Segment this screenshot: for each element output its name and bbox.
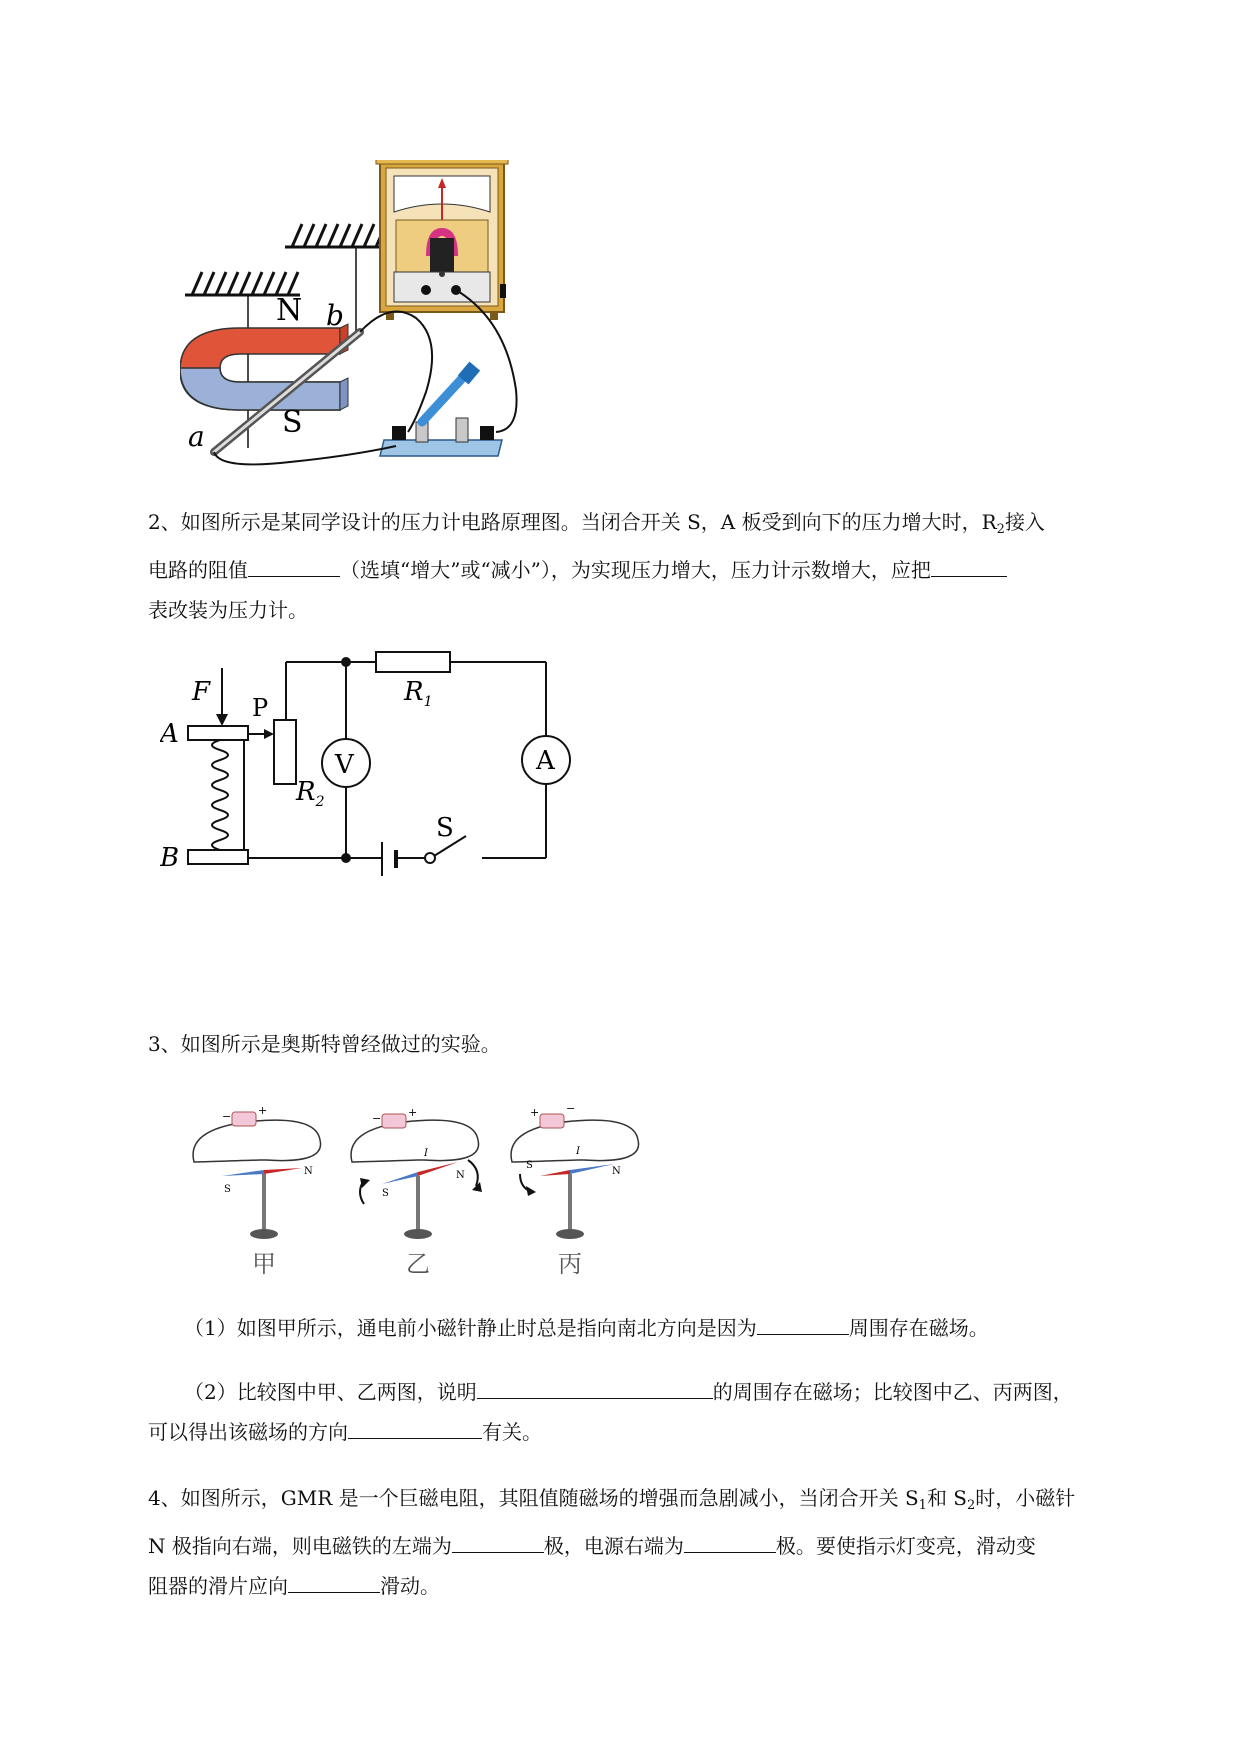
svg-text:−: − — [222, 1110, 232, 1123]
plate-a — [188, 726, 248, 740]
voltmeter-label: V — [335, 750, 354, 780]
rod-end-a-label: a — [188, 420, 205, 453]
svg-text:+: + — [408, 1106, 418, 1119]
question-4 — [148, 1478, 1148, 1606]
slider-p-label: P — [252, 694, 269, 722]
oersted-experiment-figure — [186, 1100, 686, 1280]
answer-blank-meter[interactable] — [931, 552, 1007, 577]
slider-arrow — [264, 729, 274, 739]
galvanometer — [376, 160, 508, 320]
svg-text:+: + — [530, 1106, 540, 1119]
answer-blank-earth-field[interactable] — [757, 1310, 849, 1335]
needle-yi-red — [418, 1162, 458, 1176]
question-3-number: 3、 — [148, 1032, 181, 1056]
answer-blank-resistance-change[interactable] — [248, 552, 340, 577]
svg-text:N: N — [304, 1166, 313, 1177]
switch-s-pivot — [425, 853, 435, 863]
r1-label: $R_1$ — [404, 677, 433, 710]
question-3-sub-1: （1）如图甲所示，通电前小磁针静止时总是指向南北方向是因为 周围存在磁场。 — [184, 1308, 1144, 1348]
needle-jia-red — [264, 1168, 302, 1174]
needle-bing-red — [540, 1170, 570, 1176]
right-ceiling-support — [285, 224, 395, 247]
force-arrow — [216, 714, 228, 726]
svg-text:N: N — [612, 1166, 621, 1177]
plate-a-label: A — [160, 719, 179, 749]
svg-text:S: S — [224, 1184, 231, 1195]
answer-blank-field-direction[interactable] — [348, 1414, 482, 1439]
ammeter-label: A — [536, 746, 555, 776]
battery-yi — [382, 1114, 406, 1128]
svg-text:+: + — [258, 1104, 268, 1117]
svg-text:−: − — [372, 1112, 382, 1125]
resistor-r2 — [274, 720, 296, 784]
answer-blank-battery-pole[interactable] — [684, 1528, 776, 1553]
caption-bing: 丙 — [558, 1250, 582, 1278]
plate-b-label: B — [160, 843, 180, 873]
question-3: 3、如图所示是奥斯特曾经做过的实验。 — [148, 1032, 501, 1056]
question-4-line-1: 4、如图所示，GMR 是一个巨磁电阻，其阻值随磁场的增强而急剧减小，当闭合开关 $S_1$和 $S_2$时，小磁针 — [148, 1486, 1076, 1513]
rotation-arrow-yi-right — [468, 1160, 478, 1186]
question-2 — [148, 502, 1148, 630]
setup-jia — [193, 1104, 320, 1278]
left-ceiling-support — [185, 272, 300, 295]
svg-text:I: I — [424, 1148, 428, 1159]
switch-s-label: S — [436, 813, 454, 843]
resistor-r1 — [376, 652, 450, 672]
battery-bing — [540, 1114, 564, 1128]
answer-blank-electromagnet-pole[interactable] — [452, 1528, 544, 1553]
spring — [212, 740, 228, 850]
needle-yi-blue — [382, 1172, 418, 1184]
needle-jia-blue — [222, 1170, 264, 1176]
rod-end-b-label: b — [326, 299, 344, 332]
junction-top — [341, 657, 351, 667]
battery-jia — [232, 1112, 256, 1126]
question-4-line-3: 阻器的滑片应向 滑动。 — [148, 1566, 1148, 1606]
answer-blank-current-field[interactable] — [477, 1374, 713, 1399]
question-3-sub-2: （2）比较图中甲、乙两图，说明 的周围存在磁场；比较图中乙、丙两图， 可以得出该磁场的方向 有关。 — [148, 1372, 1148, 1452]
setup-bing — [511, 1102, 638, 1278]
plate-b — [188, 850, 248, 864]
knife-switch — [380, 362, 502, 456]
question-4-line-2: N 极指向右端，则电磁铁的左端为 极，电源右端为 极。要使指示灯变亮，滑动变 — [148, 1526, 1148, 1566]
question-4-number: 4、 — [148, 1486, 181, 1510]
question-2-line-2: 电路的阻值 （选填“增大”或“减小”），为实现压力增大，压力计示数增大，应把 — [148, 550, 1148, 590]
caption-jia: 甲 — [252, 1250, 276, 1278]
question-2-line-3: 表改装为压力计。 — [148, 598, 308, 622]
svg-text:S: S — [526, 1160, 533, 1171]
junction-bottom — [341, 853, 351, 863]
svg-text:−: − — [566, 1102, 576, 1115]
electromagnetic-induction-figure — [180, 160, 600, 530]
svg-text:N: N — [456, 1170, 465, 1181]
needle-bing-blue — [570, 1164, 614, 1174]
question-2-number: 2、 — [148, 510, 181, 534]
svg-text:S: S — [382, 1188, 389, 1199]
svg-text:I: I — [576, 1146, 580, 1157]
caption-yi: 乙 — [406, 1250, 430, 1278]
answer-blank-slider-direction[interactable] — [288, 1568, 380, 1593]
magnet-n-label: N — [276, 293, 303, 328]
question-2-line-1: 2、如图所示是某同学设计的压力计电路原理图。当闭合开关 S，A 板受到向下的压力增大时，$R_2$接入 — [148, 510, 1045, 537]
pressure-gauge-circuit-figure — [160, 648, 580, 888]
force-f-label: F — [192, 677, 211, 707]
magnet-s-label: S — [282, 405, 303, 440]
setup-yi — [351, 1106, 482, 1278]
r2-label: $R_2$ — [296, 777, 325, 810]
